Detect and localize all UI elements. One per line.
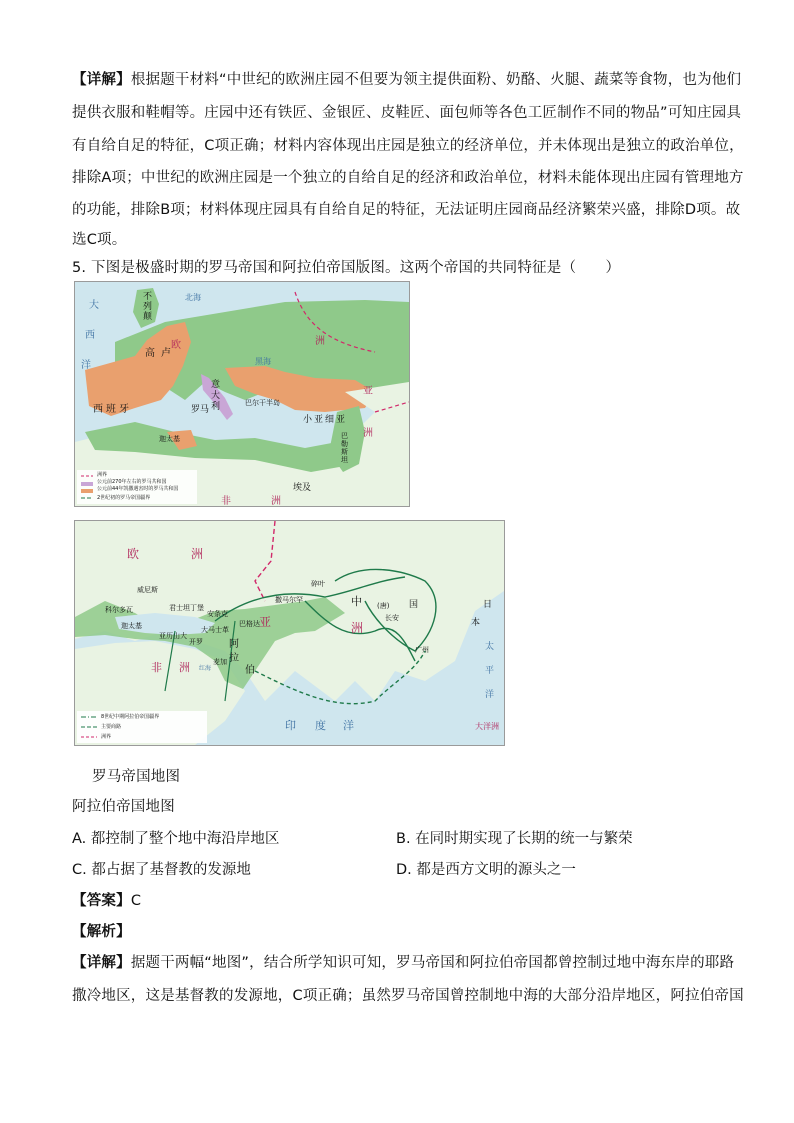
arab-label-china-1: 中 xyxy=(351,595,362,608)
option-a: A. 都控制了整个地中海沿岸地区 xyxy=(72,831,280,847)
roman-map-svg xyxy=(75,282,409,506)
arab-label-asia-2: 洲 xyxy=(351,621,364,635)
arab-legend-1: 8世纪中期阿拉伯帝国疆界 xyxy=(101,714,160,720)
label-europe-2: 洲 xyxy=(315,336,325,347)
analysis-line-1: 【详解】根据题干材料“中世纪的欧洲庄园不但要为领主提供面粉、奶酪、火腿、蔬菜等食物，也为他们 xyxy=(72,72,742,88)
label-italy: 意大利 xyxy=(211,380,221,412)
detail-label: 【详解】 xyxy=(72,72,131,88)
arab-label-samarkand: 撒马尔罕 xyxy=(275,596,303,604)
roman-empire-map xyxy=(74,281,410,507)
label-balkan: 巴尔干半岛 xyxy=(245,399,280,407)
arab-label-constantinople: 君士坦丁堡 xyxy=(169,604,204,612)
arab-label-mecca: 麦加 xyxy=(213,658,227,666)
arab-label-arabia-2: 拉 xyxy=(229,653,239,664)
roman-legend-1: 洲界 xyxy=(97,472,108,478)
arab-label-changan: 长安 xyxy=(385,614,399,622)
arab-label-baghdad: 巴格达 xyxy=(239,620,260,628)
arab-label-venice: 威尼斯 xyxy=(137,586,158,594)
analysis-line-5: 的功能，排除B项；材料体现庄园具有自给自足的特征，无法证明庄园商品经济繁荣兴盛，排除D项。故 xyxy=(72,202,741,218)
arab-legend-2: 主要商路 xyxy=(101,724,122,730)
parse-label: 【解析】 xyxy=(72,924,131,940)
option-d: D. 都是西方文明的源头之一 xyxy=(396,862,576,878)
arab-label-europe-2: 洲 xyxy=(191,547,204,561)
arab-label-pacific-3: 洋 xyxy=(485,690,495,700)
arab-label-africa-1: 非 xyxy=(151,661,162,674)
arab-label-arabia-1: 阿 xyxy=(229,639,239,650)
arab-label-cordoba: 科尔多瓦 xyxy=(105,606,133,614)
arab-label-pacific-1: 太 xyxy=(485,642,495,652)
label-palestine: 巴勒斯坦 xyxy=(341,432,348,464)
analysis-line-3: 有自给自足的特征，C项正确；材料内容体现出庄园是独立的经济单位，并未体现出是独立的政治单位， xyxy=(72,138,744,154)
label-spain: 西班牙 xyxy=(93,404,132,415)
label-black-sea: 黑海 xyxy=(255,357,271,366)
arab-label-europe-1: 欧 xyxy=(127,547,140,561)
arab-label-guangzhou: 广州 xyxy=(415,646,429,654)
arab-label-carthage: 迦太基 xyxy=(121,622,142,630)
arab-label-antioch: 安条克 xyxy=(207,610,228,618)
arab-label-red-sea: 红海 xyxy=(199,665,212,672)
roman-legend-4: 2世纪初的罗马帝国疆界 xyxy=(97,495,151,501)
arab-label-pacific-2: 平 xyxy=(485,666,495,676)
arab-label-china-2: 国 xyxy=(409,600,419,610)
option-c: C. 都占据了基督教的发源地 xyxy=(72,862,251,878)
label-africa-1: 非 xyxy=(221,496,231,507)
answer-label: 【答案】 xyxy=(72,893,131,909)
arab-label-japan-2: 本 xyxy=(471,618,481,628)
bottom-analysis-line-1: 【详解】据题干两幅“地图”，结合所学知识可知，罗马帝国和阿拉伯帝国都曾控制过地中海东岸的耶路 xyxy=(72,955,735,971)
analysis-line-2: 提供衣服和鞋帽等。庄园中还有铁匠、金银匠、皮鞋匠、面包师等各色工匠制作不同的物品”可知庄园具 xyxy=(72,105,742,121)
label-carthage: 迦太基 xyxy=(159,435,180,443)
arab-label-tang: (唐) xyxy=(377,602,390,610)
analysis-line-4: 排除A项；中世纪的欧洲庄园是一个独立的自给自足的经济和政治单位，材料未能体现出庄园有管理地方 xyxy=(72,170,744,186)
label-asia-minor: 小亚细亚 xyxy=(303,415,348,425)
bottom-analysis-line-2: 撒冷地区，这是基督教的发源地，C项正确；虽然罗马帝国曾控制地中海的大部分沿岸地区，阿拉伯帝国 xyxy=(72,988,744,1004)
arab-label-cairo: 开罗 xyxy=(189,638,203,646)
bottom-detail-label: 【详解】 xyxy=(72,955,131,971)
question-5-stem: 5. 下图是极盛时期的罗马帝国和阿拉伯帝国版图。这两个帝国的共同特征是（ ） xyxy=(72,260,621,276)
arab-label-indian-1: 印 xyxy=(285,719,296,732)
analysis-line-6: 选C项。 xyxy=(72,232,127,248)
label-north-sea: 北海 xyxy=(185,293,201,302)
arab-label-oceania: 大洋洲 xyxy=(475,722,499,731)
label-britain: 不列颠 xyxy=(143,292,153,322)
arab-legend-3: 洲界 xyxy=(101,734,112,740)
arab-empire-map xyxy=(74,520,505,746)
arab-label-indian-2: 度 xyxy=(315,719,326,732)
arab-map-svg xyxy=(75,521,504,745)
caption-arab-map: 阿拉伯帝国地图 xyxy=(72,799,175,815)
label-atlantic-3: 洋 xyxy=(81,360,91,371)
arab-label-damascus: 大马士革 xyxy=(201,626,229,634)
label-gaul: 高卢 xyxy=(145,348,177,359)
label-rome: 罗马 xyxy=(191,405,210,415)
label-egypt: 埃及 xyxy=(293,483,312,493)
label-africa-2: 洲 xyxy=(271,496,281,507)
label-europe-1: 欧 xyxy=(171,340,181,351)
roman-legend-3: 公元前44年凯撒遇害时的罗马共和国 xyxy=(97,486,179,492)
arab-label-japan-1: 日 xyxy=(483,600,493,610)
label-atlantic-1: 大 xyxy=(89,300,99,311)
arab-label-indian-3: 洋 xyxy=(343,719,354,732)
arab-label-africa-2: 洲 xyxy=(179,661,190,674)
caption-roman-map: 罗马帝国地图 xyxy=(92,769,181,785)
arab-label-alexandria: 亚历山大 xyxy=(159,632,187,640)
option-b: B. 在同时期实现了长期的统一与繁荣 xyxy=(396,831,633,847)
roman-legend-2: 公元前270年左右的罗马共和国 xyxy=(97,479,167,485)
label-asia-2: 洲 xyxy=(363,428,373,439)
arab-label-suyab: 碎叶 xyxy=(311,580,325,588)
label-asia-1: 亚 xyxy=(363,386,373,397)
answer-value: C xyxy=(130,893,142,909)
label-atlantic-2: 西 xyxy=(85,330,95,341)
arab-label-arabia-3: 伯 xyxy=(245,665,255,676)
arab-label-asia-1: 亚 xyxy=(259,615,272,629)
answer-line xyxy=(72,889,141,910)
